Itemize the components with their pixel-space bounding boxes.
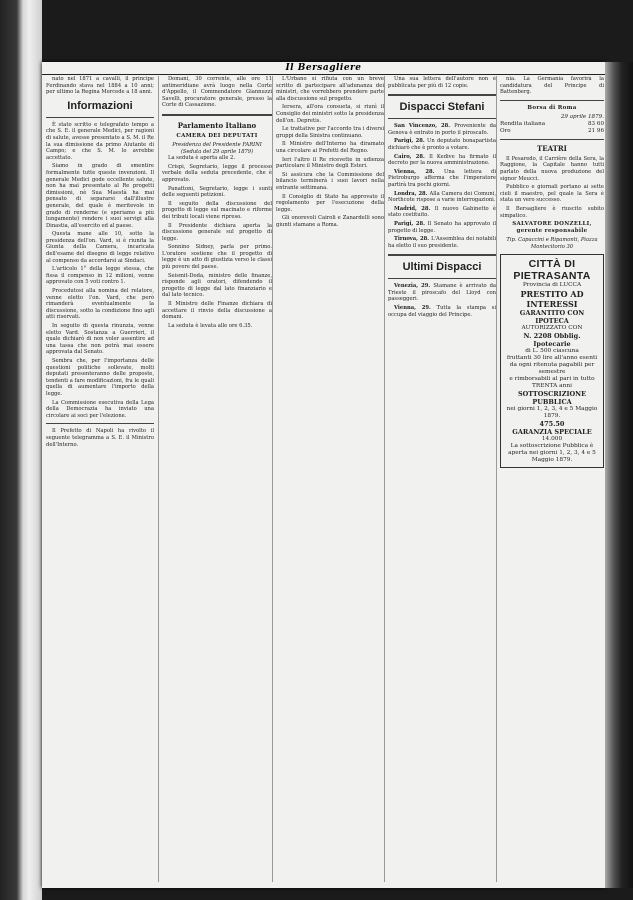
ad-interest: fruttanti 30 lire all'anno esenti da ogni ritenuta pagabili per semestre [506, 355, 598, 376]
paragraph: Panattoni, Segretario, legge i sunti delle seguenti petizioni. [162, 185, 272, 199]
dispatch-place: Vienna, 28. [394, 168, 444, 175]
paragraph: È stato scritto e telegrafato tempo a che S. E. il generale Medici, per ragioni di salute, avesse presentato a S. M. il Re la sua dimissione da primo Aiutante di Campo; e che S. M. lo avrebbe accettato. [46, 121, 154, 161]
paragraph: L'Urbano si rifiuta con un breve scritto di partecipare all'adunanza dei ministri, che vorrebbero prendere parte alla discussione sul progetto. [276, 76, 384, 102]
column-4 [384, 76, 496, 882]
paragraph: Procedutosi alla nomina del relatore, venne eletto l'on. Vard, che però rimanderà eventualmente la discussione, sotto la condizione fino agli atti riservati. [46, 288, 154, 321]
paragraph: Crispi, Segretario, legge il processo verbale della seduta precedente, che è approvato. [162, 163, 272, 183]
masthead [42, 62, 605, 75]
divider [388, 278, 496, 279]
dispatch-text: Un deputato bonapartista dichiarò che è pronto a votare. [388, 138, 496, 151]
article-body [162, 164, 272, 330]
dispatch-item [388, 283, 496, 303]
ad-days: nei giorni 1, 2, 3, 4 e 5 Maggio 1879. [506, 406, 598, 420]
divider [162, 114, 272, 116]
paragraph: Sembra che, per l'importanza delle questioni politiche sollevate, molti deputati presenteranno delle proposte, tendenti a fare modificazioni, fra le quali quella di aumentare l'importo della legge. [46, 357, 154, 397]
dispatch-item [388, 169, 496, 189]
dispatch-place: Londra, 28. [394, 190, 430, 197]
dispatch-place: San Vincenzo, 28. [394, 123, 455, 130]
adjacent-page-fragment [10, 70, 40, 850]
ad-subscribe: SOTTOSCRIZIONE PUBBLICA [517, 390, 587, 407]
bourse-table [500, 121, 604, 135]
dispatch-place: Parigi, 28. [394, 138, 428, 145]
dispatch-place: Cairo, 28. [394, 153, 430, 160]
paragraph: Le trattative per l'accordo tra i diversi gruppi della Sinistra continuano. [276, 126, 384, 139]
divider [388, 118, 496, 119]
ad-guarantee: GARANTITO CON IPOTECA [519, 309, 585, 326]
column-3 [272, 76, 384, 882]
masthead-title: Il Bersagliere [285, 63, 362, 73]
article-body [276, 76, 384, 228]
column-5 [496, 76, 604, 882]
paragraph: In seguito di questa rinunzia, venne eletto Vard. Sostanza a Guerrieri, il quale dichiarò di non voler assentire ad una tassa che non potrà mai essere approvata dal Senato. [46, 323, 154, 356]
bourse-row [500, 121, 604, 128]
column-intro: Una sua lettera dell'autore non è pubblicata per più di 12 copie. [388, 76, 496, 89]
divider [388, 94, 496, 96]
paragraph: Questa mane alle 10, sotto la presidenza dell'on. Vard, si è riunita la Giunta della Camera, incaricata dell'esame del disegno di legge relativo al compenso da accordarsi ai Sindaci. [46, 231, 154, 264]
session-opening: La seduta è aperta alle 2. [168, 155, 235, 162]
ad-face: di L. 500 ciascuna [525, 348, 579, 355]
bourse-label: Oro [500, 127, 511, 134]
dispatch-item [388, 221, 496, 234]
paragraph: Il Bersagliere è riuscito subito simpatico. [500, 205, 604, 219]
dispatch-place: Tirnova, 28. [394, 236, 432, 243]
section-heading-dispacci-stefani: Dispacci Stefani [399, 101, 485, 114]
column-intro: Domani, 30 corrente, alle ore 11 antimeridiane avrà luogo nella Corte d'Appello, il Commendatore Giannuzzi Savelli, procuratore generale, presso la Corte di Cassazione. [162, 76, 272, 109]
paragraph: Iersera, all'ora consueta, si riunì il Consiglio dei ministri sotto la presidenza dell'on. Depretis. [276, 104, 384, 124]
dispatch-item [388, 154, 496, 167]
dispatch-place: Madrid, 28. [394, 205, 435, 212]
divider [388, 254, 496, 256]
paragraph: Sonnino Sidney, parla per primo. L'oratore sostiene che il progetto di legge è un atto di giustizia verso le classi più povere del paese. [162, 244, 272, 271]
session-date: (Seduta del 29 aprile 1879) [180, 148, 254, 155]
dispatch-text: Il Senato ha approvato il progetto di legge. [388, 220, 496, 234]
paragraph: Il seguito della discussione del progetto di legge sul macinato e riforme dei tributi locali viene ripreso. [162, 200, 272, 220]
paragraph: Pubblico e giornali portano ai sette cieli il maestro, pel quale la Sera è stata un vero successo. [500, 184, 604, 204]
dispatch-item [388, 206, 496, 219]
dispatch-text: Proveniente da Genova è entrato in porto il piroscafo. [388, 123, 496, 136]
dispatch-item [388, 138, 496, 151]
bourse-label: Rendita italiana [500, 120, 546, 127]
ad-loan: PRESTITO AD INTERESSI [520, 289, 584, 310]
paragraph: Il Ministro delle Finanze dichiara di accettare il rinvio della discussione a domani. [162, 301, 272, 321]
paragraph: L'articolo 1° della legge stessa, che fissa il compenso in 12 milioni, venne approvato con 5 voti contro 1. [46, 266, 154, 286]
ad-price: 475.50 [539, 420, 565, 429]
column-2 [158, 76, 272, 882]
dispatch-place: Parigi, 28. [394, 220, 428, 227]
ad-bonds: N. 2208 Obblig. Ipotecarie [523, 332, 581, 349]
divider [500, 139, 604, 140]
paragraph: Seismit-Doda, ministro delle finanze, risponde agli oratori, difendendo il progetto di legge dal lato finanziario e dal lato tecnico. [162, 272, 272, 299]
dispatch-item [388, 191, 496, 204]
paragraph: Il Ministro dell'Interno ha diramato una circolare ai Prefetti del Regno. [276, 141, 384, 154]
scan-edge-right [605, 62, 633, 888]
printer-line: Tip. Capaccini e Ripamonti, Piazza Montecitorio 30 [506, 237, 598, 250]
column-intro: nato nel 1871 a cavalli, il principe Ferdinando stava nel 1884 a 10 anni; per ultimo la Regina Mercede a 18 anni. [46, 76, 154, 96]
section-heading-parlamento: Parlamento Italiano [177, 120, 257, 130]
paragraph: Il Presidente dichiara aperta la discussione generale sul progetto di legge. [162, 222, 272, 242]
article-body [500, 156, 604, 219]
dispatch-item [388, 236, 496, 249]
divider [46, 423, 154, 424]
ad-redemption: e rimborsabili al pari in tutto TRENTA anni [509, 376, 595, 390]
ad-guarantee-title: GARANZIA SPECIALE [512, 428, 592, 437]
dispatch-item [388, 305, 496, 318]
dispatch-list [388, 123, 496, 249]
column-1 [46, 76, 154, 882]
dispatch-place: Venezia, 29. [394, 283, 434, 290]
dispatch-text: Alla Camera dei Comuni, Northcote rispose a varie interrogazioni. [388, 190, 496, 204]
dispatch-text: Stamane è arrivato da Trieste il piroscafo del Lloyd con passeggeri. [388, 283, 496, 303]
dispatch-text: L'Assemblea dei notabili ha eletto il suo presidente. [388, 236, 496, 249]
divider [46, 117, 154, 118]
dispatch-list [388, 283, 496, 318]
footer-note: Il Prefetto di Napoli ha rivolto il seguente telegramma a S. E. il Ministro dell'Interno. [46, 428, 154, 448]
dispatch-text: Il Kedive ha firmato il decreto per la nuova amministrazione. [388, 153, 496, 167]
dispatch-text: Tutta la stampa si occupa del viaggio del Principe. [388, 305, 496, 318]
ad-amount: 14.000 [541, 436, 563, 443]
divider [500, 100, 604, 101]
ad-closing: La sottoscrizione Pubblica è aperta nei giorni 1, 2, 3, 4 e 5 Maggio 1879. [508, 443, 596, 464]
paragraph: La seduta è levata alle ore 6.35. [168, 322, 253, 329]
chamber-title: CAMERA DEI DEPUTATI [176, 132, 258, 139]
paragraph: Si assicura che la Commissione del bilancio terminerà i suoi lavori nella entrante settimana. [276, 171, 384, 191]
bourse-date: 29 aprile 1879. [560, 113, 604, 120]
section-heading-informazioni: Informazioni [67, 99, 133, 112]
dispatch-text: Il nuovo Gabinetto è stato costituito. [388, 205, 496, 219]
newspaper-page [42, 62, 605, 888]
column-intro: nia. La Germania favorirà la candidatura del Principe di Battenberg. [500, 76, 604, 96]
paragraph: Ieri l'altro il Re ricevette in udienza particolare il Ministro degli Esteri. [276, 156, 384, 170]
dispatch-text: Una lettera di Pietroburgo afferma che l'imperatore partirà tra pochi giorni. [388, 168, 496, 188]
bourse-value: 83 60 [587, 120, 604, 127]
paragraph: Siamo in grado di smentire formalmente tutte queste invenzioni. Il generale Medici gode eccellente salute, non ha mai presentato al Re progetti dimissioni, nè Sua Maestà ha mai pensato di separarsi dall'illustre generale, del quale è meritevole in grado di renderne (e speriamo a più lungamente) rendere i suoi servigi alla Dinastia, all'esercito ed al paese. [46, 163, 154, 229]
paragraph: La Commissione esecutiva della Lega della Democrazia ha inviato una circolare ai soci per l'elezione. [46, 399, 154, 419]
section-heading-teatri: TEATRI [537, 143, 567, 153]
advertisement-pietrasanta [500, 254, 604, 468]
paragraph: Il Pesaredo, il Carrière della Sera, la Raggione, la Capitale hanno tutti parlato della nuova produzione del signor Meucci. [500, 155, 604, 182]
bourse-value: 21 96 [587, 127, 604, 134]
presidency-line: Presidenza del Presidente FARINI [172, 141, 262, 148]
section-heading-ultimi-dispacci: Ultimi Dispacci [402, 261, 482, 274]
paragraph: Gli onorevoli Cairoli e Zanardelli sono giunti stamane a Roma. [276, 215, 384, 228]
article-body [46, 122, 154, 420]
ad-city: CITTÀ DI PIETRASANTA [513, 258, 591, 283]
dispatch-item [388, 123, 496, 136]
ad-authorized: AUTORIZZATO CON [521, 325, 583, 332]
bourse-title: Borsa di Roma [527, 104, 577, 111]
dispatch-place: Vienna, 29. [394, 305, 437, 312]
bourse-row [500, 128, 604, 135]
paragraph: Il Consiglio di Stato ha approvato il regolamento per l'esecuzione della legge. [276, 193, 384, 213]
ad-province: Provincia di LUCCA [522, 282, 582, 289]
signature: SALVATORE DONZELLI, gerente responsabile [512, 221, 592, 235]
